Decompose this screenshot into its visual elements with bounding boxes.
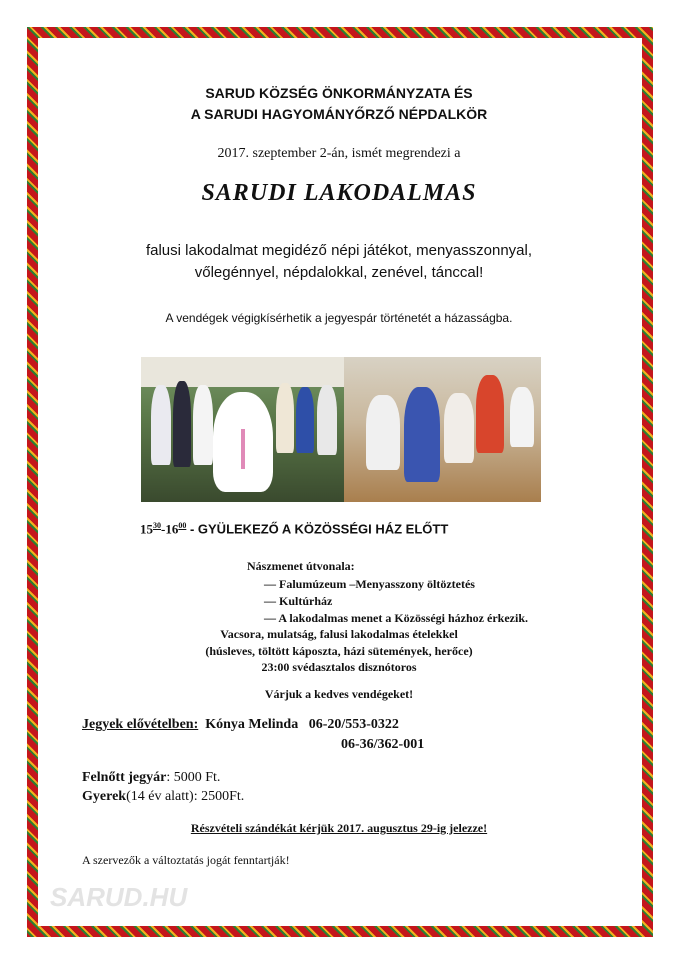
tickets-line (82, 717, 399, 733)
dinner-line-2: (húsleves, töltött káposzta, házi sütemények, herőce) (205, 644, 473, 658)
watermark: SARUD.HU (50, 882, 188, 912)
gathering-time (140, 521, 448, 537)
tickets-phone-2: 06-36/362-001 (341, 737, 425, 752)
child-price-label: Gyerek (82, 789, 127, 804)
organizer-line-2: A SARUDI HAGYOMÁNYŐRZŐ NÉPDALKÖR (190, 106, 488, 122)
adult-price-value: : 5000 Ft. (166, 770, 221, 785)
tickets-label: Jegyek elővételben: (82, 717, 199, 732)
dinner-line-3: 23:00 svédasztalos disznótoros (261, 660, 417, 674)
event-title: SARUDI LAKODALMAS (201, 180, 477, 206)
tickets-contact: Kónya Melinda 06-20/553-0322 (198, 717, 399, 732)
description-line-1: falusi lakodalmat megidéző népi játékot, menyasszonnyal, (145, 242, 533, 259)
dinner-line-1: Vacsora, mulatság, falusi lakodalmas ételekkel (220, 627, 458, 641)
time-separator: - (161, 521, 166, 537)
welcome-text: Várjuk a kedves vendégeket! (264, 687, 414, 701)
time-start-min: 30 (153, 521, 161, 530)
organizers-reserve-note: A szervezők a változtatás jogát fenntartják! (82, 853, 290, 867)
route-item: — Falumúzeum –Menyasszony öltöztetés (264, 577, 475, 591)
route-item: — A lakodalmas menet a Közösségi házhoz érkezik. (264, 611, 528, 625)
child-price (82, 789, 244, 805)
time-start-hour: 15 (140, 521, 153, 537)
event-date: 2017. szeptember 2-án, ismét megrendezi a (217, 146, 461, 161)
route-heading: Nászmenet útvonala: (247, 559, 355, 573)
adult-price (82, 770, 220, 786)
description-line-2: vőlegénnyel, népdalokkal, zenével, tánccal! (194, 264, 484, 281)
organizer-line-1: SARUD KÖZSÉG ÖNKORMÁNYZATA ÉS (205, 85, 473, 101)
time-end-hour: 16 (165, 521, 179, 537)
adult-price-label: Felnőtt jegyár (82, 770, 167, 785)
folk-dance-photo (344, 357, 541, 502)
child-price-value: (14 év alatt): 2500Ft. (126, 789, 245, 804)
registration-deadline: Részvételi szándékát kérjük 2017. augusztus 29-ig jelezze! (190, 821, 488, 835)
guests-line: A vendégek végigkísérhetik a jegyespár történetét a házasságba. (165, 311, 513, 325)
wedding-couple-photo (141, 357, 344, 502)
gathering-place: - GYÜLEKEZŐ A KÖZÖSSÉGI HÁZ ELŐTT (186, 521, 449, 537)
time-end-min: 00 (178, 521, 187, 530)
route-item: — Kultúrház (264, 594, 333, 608)
